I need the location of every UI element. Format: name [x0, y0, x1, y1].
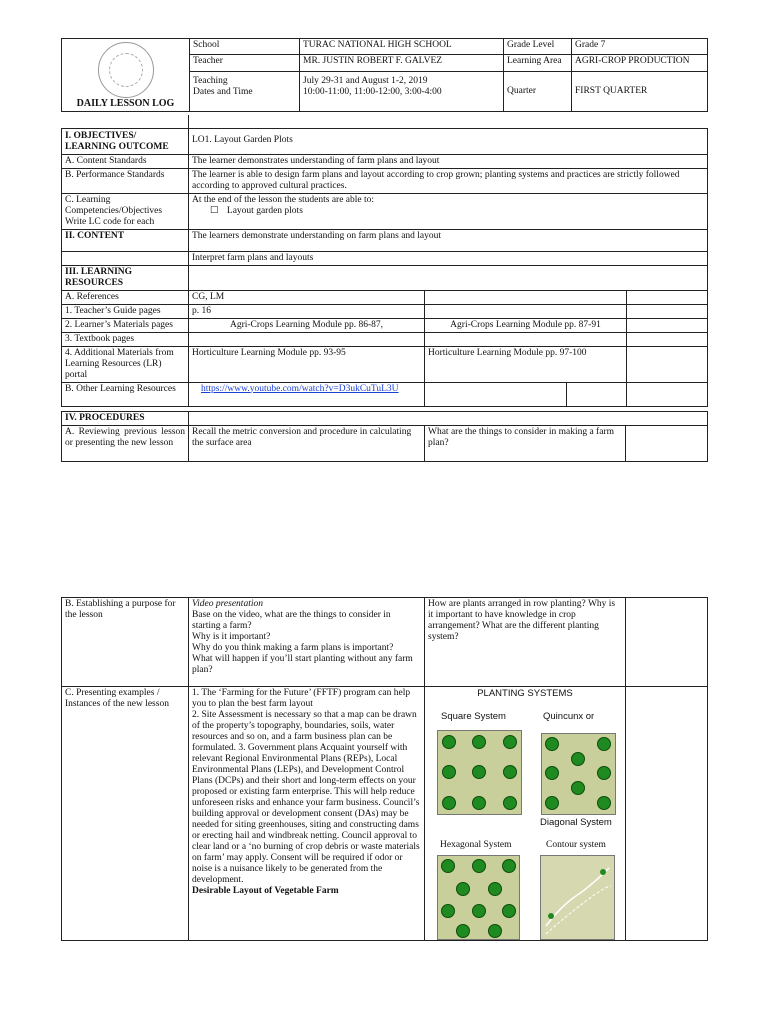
- proc-b-label: B. Establishing a purpose for the lesson: [62, 598, 189, 687]
- checkbox-icon: ☐: [210, 205, 219, 216]
- diagonal-caption: Diagonal System: [540, 817, 612, 828]
- header-table: [61, 38, 708, 112]
- proc-b-q1: Base on the video, what are the things to consider in starting a farm?: [192, 610, 391, 631]
- content-heading: II. CONTENT: [62, 229, 189, 251]
- procedures-heading: IV. PROCEDURES: [62, 412, 189, 426]
- quincunx-caption: Quincunx or: [543, 711, 595, 722]
- main-table: [61, 115, 708, 407]
- add-empty: [627, 346, 708, 382]
- lm-empty: [627, 318, 708, 332]
- grade-value: Grade 7: [572, 39, 708, 55]
- square-system-image: [437, 730, 522, 815]
- tg-label: 1. Teacher’s Guide pages: [62, 304, 189, 318]
- hexagonal-system-image: [437, 855, 520, 940]
- refs-empty: [425, 290, 627, 304]
- quincunx-system-image: [541, 733, 616, 815]
- proc-c-p1: 1. The ‘Farming for the Future’ (FFTF) program can help you to plan the best farm layout: [192, 688, 411, 709]
- tg-value: p. 16: [189, 304, 425, 318]
- contour-system-image: [540, 855, 615, 940]
- proc-b-title: Video presentation: [192, 599, 263, 609]
- proc-a-value-1: Recall the metric conversion and procedure in calculating the surface area: [189, 426, 425, 462]
- proc-c-value: [189, 687, 425, 941]
- tb-empty: [189, 332, 425, 346]
- proc-a-empty: [626, 426, 708, 462]
- other-empty-2: [567, 382, 627, 406]
- other-empty: [425, 382, 567, 406]
- proc-c-p2: 2. Site Assessment is necessary so that a map can be drawn of the property’s topography, boundaries, soils, water resources and so on, and a farm business plan can be formulated. 3. Government plans Acquaint yourself with relevant Regional Environmental Plans (REPs), Local Environmental Plans (LEPs), and Development Control Plans (DCPs) and their short and long-term effects on your proposed or existing farm enterprise. This will help reduce unforeseen risks and enhance your farm business. Council’s building approval or development consent (DAs) may be needed for siting greenhouses, siting and constructing dams or erecting hail and windbreak netting. Council approval to clear land or a ‘no burning of crop debris or waste materials on farm’ may apply. Consent will be required if odor or noise is a nuisance likely to be generated from the development.: [192, 710, 420, 885]
- contour-caption: Contour system: [546, 840, 606, 850]
- dates-value-1: July 29-31 and August 1-2, 2019: [303, 75, 428, 86]
- content-line-1: The learners demonstrate understanding on farm plans and layout: [189, 229, 708, 251]
- systems-title: PLANTING SYSTEMS: [477, 688, 573, 699]
- performance-value: The learner is able to design farm plans and layout according to crop grown; planting systems and practices are strictly followed according to approved cultural practices.: [189, 168, 708, 193]
- other-label: B. Other Learning Resources: [62, 382, 189, 406]
- other-empty-3: [627, 382, 708, 406]
- area-value: AGRI-CROP PRODUCTION: [572, 55, 708, 71]
- lo-value: LO1. Layout Garden Plots: [189, 128, 708, 154]
- add-value-1: Horticulture Learning Module pp. 93-95: [189, 346, 425, 382]
- content-std-label: A. Content Standards: [62, 154, 189, 168]
- dates-value-2: 10:00-11:00, 11:00-12:00, 3:00-4:00: [303, 86, 442, 97]
- add-value-2: Horticulture Learning Module pp. 97-100: [425, 346, 627, 382]
- other-link-cell: [189, 382, 425, 406]
- lm-value-1: Agri-Crops Learning Module pp. 86-87,: [189, 318, 425, 332]
- add-label: 4. Additional Materials from Learning Resources (LR) portal: [62, 346, 189, 382]
- tg-empty-2: [627, 304, 708, 318]
- competencies-label: C. Learning Competencies/Objectives Write LC code for each: [62, 193, 189, 229]
- square-system-caption: Square System: [441, 711, 506, 722]
- proc-a-label: A. Reviewing previous lesson or presenting the new lesson: [62, 426, 189, 462]
- header-logo-cell: [62, 39, 190, 112]
- tb-label: 3. Textbook pages: [62, 332, 189, 346]
- proc-b-q2: Why is it important?: [192, 632, 271, 642]
- refs-value: CG, LM: [189, 290, 425, 304]
- proc-c-empty: [626, 687, 708, 941]
- teacher-label: Teacher: [190, 55, 300, 71]
- content-line-2: Interpret farm plans and layouts: [189, 251, 708, 265]
- procedures-empty: [189, 412, 708, 426]
- competencies-item: Layout garden plots: [226, 205, 303, 216]
- refs-empty-2: [627, 290, 708, 304]
- grade-label: Grade Level: [504, 39, 572, 55]
- hexagonal-caption: Hexagonal System: [440, 840, 512, 850]
- procedures-table: [61, 411, 708, 462]
- spacer-cell: [62, 115, 189, 128]
- dates-value: [300, 71, 504, 111]
- school-value: TURAC NATIONAL HIGH SCHOOL: [300, 39, 504, 55]
- refs-label: A. References: [62, 290, 189, 304]
- quarter-value: FIRST QUARTER: [572, 71, 708, 111]
- tg-empty: [425, 304, 627, 318]
- performance-label: B. Performance Standards: [62, 168, 189, 193]
- proc-b-value: [189, 598, 425, 687]
- tb-empty-3: [627, 332, 708, 346]
- area-label: Learning Area: [504, 55, 572, 71]
- proc-b-q3: Why do you think making a farm plans is important?: [192, 643, 394, 653]
- proc-b-q4: What will happen if you’ll start planting without any farm plan?: [192, 654, 413, 675]
- proc-c-bold: Desirable Layout of Vegetable Farm: [192, 886, 339, 896]
- lm-label: 2. Learner’s Materials pages: [62, 318, 189, 332]
- content-std-value: The learner demonstrates understanding of farm plans and layout: [189, 154, 708, 168]
- resources-empty: [189, 265, 708, 290]
- proc-b-empty: [626, 598, 708, 687]
- dates-label-2: Dates and Time: [193, 86, 253, 97]
- objectives-heading: I. OBJECTIVES/ LEARNING OUTCOME: [62, 128, 189, 154]
- competencies-value: [189, 193, 708, 229]
- competencies-intro: At the end of the lesson the students are able to:: [192, 194, 375, 205]
- proc-c-label: C. Presenting examples / Instances of the new lesson: [62, 687, 189, 941]
- dates-label: [190, 71, 300, 111]
- log-title: DAILY LESSON LOG: [76, 98, 175, 109]
- proc-b-value-2: How are plants arranged in row planting? Why is it important to have knowledge in crop arrangement? What are the different planting system?: [425, 598, 626, 687]
- tb-empty-2: [425, 332, 627, 346]
- content-empty: [62, 251, 189, 265]
- teacher-value: MR. JUSTIN ROBERT F. GALVEZ: [300, 55, 504, 71]
- resources-heading: III. LEARNING RESOURCES: [62, 265, 189, 290]
- deped-seal-icon: [98, 42, 154, 98]
- lm-value-2: Agri-Crops Learning Module pp. 87-91: [425, 318, 627, 332]
- spacer-cell-2: [189, 115, 708, 128]
- youtube-link[interactable]: https://www.youtube.com/watch?v=D3ukCuTuL3U: [201, 383, 399, 394]
- school-label: School: [190, 39, 300, 55]
- quarter-label: Quarter: [504, 71, 572, 111]
- proc-a-value-2: What are the things to consider in making a farm plan?: [425, 426, 626, 462]
- dates-label-1: Teaching: [193, 75, 228, 86]
- contour-lines-icon: [541, 856, 614, 939]
